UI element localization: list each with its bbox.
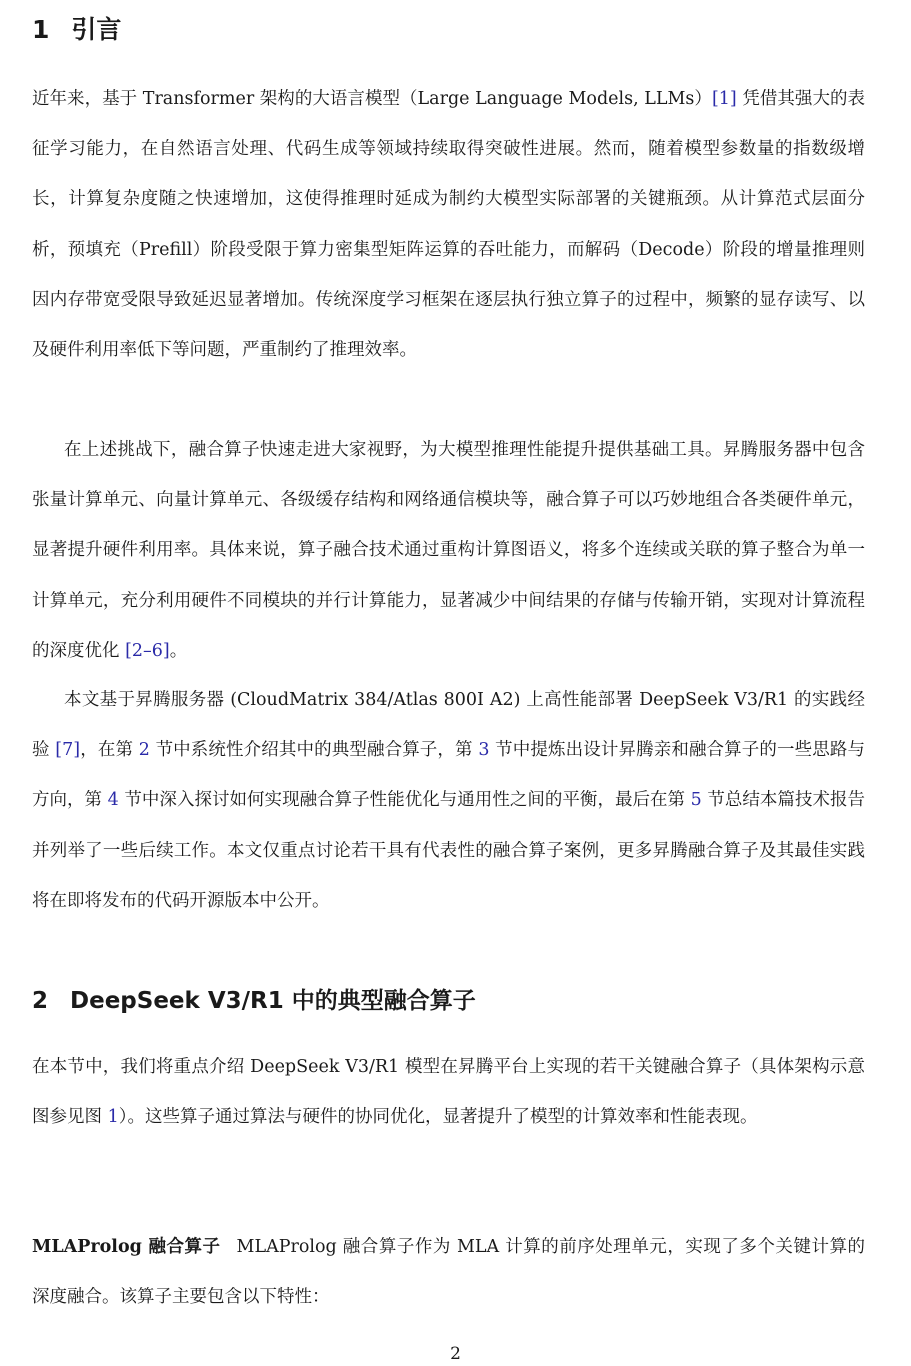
section-title: DeepSeek V3/R1 中的典型融合算子: [70, 988, 476, 1014]
section-heading-introduction: [32, 10, 121, 46]
figure-link[interactable]: 1: [107, 1107, 119, 1128]
section-heading-fused-operators: [32, 982, 476, 1015]
text-run: ，在第: [80, 740, 139, 761]
paragraph-mlaprolog: [32, 1222, 865, 1322]
text-run: 节总结本篇技术报告并列举了一些后续工作。本文仅重点讨论若干具有代表性的融合算子案例，更多昇腾融合算子及其最佳实践将在即将发布的代码开源版本中公开。: [32, 790, 866, 911]
text-run: 节中深入探讨如何实现融合算子性能优化与通用性之间的平衡，最后在第: [118, 790, 691, 811]
paragraph-introduction-3: [32, 675, 865, 926]
text-run: ）。这些算子通过算法与硬件的协同优化，显著提升了模型的计算效率和性能表现。: [118, 1107, 758, 1128]
text-run: 在上述挑战下，融合算子快速走进大家视野，为大模型推理性能提升提供基础工具。昇腾服务器中包含张量计算单元、向量计算单元、各级缓存结构和网络通信模块等，融合算子可以巧妙地组合各类硬件单元，显著提升硬件利用率。具体来说，算子融合技术通过重构计算图语义，将多个连续或关联的算子整合为单一计算单元，充分利用硬件不同模块的并行计算能力，显著减少中间结果的存储与传输开销，实现对计算流程的深度优化: [32, 440, 865, 661]
section-number: 2: [32, 988, 49, 1014]
text-run: 近年来，基于 Transformer 架构的大语言模型（Large Language Models, LLMs）: [32, 89, 712, 109]
text-run: 凭借其强大的表征学习能力，在自然语言处理、代码生成等领域持续取得突破性进展。然而，随着模型参数量的指数级增长，计算复杂度随之快速增加，这使得推理时延成为制约大模型实际部署的关键瓶颈。从计算范式层面分析，预填充（Prefill）阶段受限于算力密集型矩阵运算的吞吐能力，而解码（Decode）阶段的增量推理则因内存带宽受限导致延迟显著增加。传统深度学习框架在逐层执行独立算子的过程中，频繁的显存读写、以及硬件利用率低下等问题，严重制约了推理效率。: [32, 89, 866, 361]
text-run: 节中提炼出设计昇腾亲和融合算子的一些思路与方向，第: [32, 740, 865, 811]
section-title: 引言: [71, 15, 122, 44]
text-run: MLAProlog 融合算子作为 MLA 计算的前序处理单元，实现了多个关键计算的深度融合。该算子主要包含以下特性：: [32, 1237, 865, 1308]
citation-link[interactable]: [7]: [55, 740, 81, 761]
runin-heading: MLAProlog 融合算子: [32, 1237, 221, 1257]
section-link[interactable]: 4: [107, 790, 119, 811]
section-link[interactable]: 3: [478, 740, 490, 761]
text-run: 在本节中，我们将重点介绍 DeepSeek V3/R1 模型在昇腾平台上实现的若干关键融合算子（具体架构示意图参见图: [32, 1057, 865, 1128]
citation-link[interactable]: [1]: [711, 89, 737, 109]
section-link[interactable]: 5: [690, 790, 702, 811]
page-number: 2: [450, 1344, 461, 1364]
section-link[interactable]: 2: [138, 740, 150, 761]
paragraph-section2-intro: [32, 1042, 865, 1142]
text-run: 。: [169, 640, 188, 661]
section-number: 1: [32, 15, 50, 44]
paragraph-introduction-2: [32, 425, 865, 676]
text-run: 本文基于昇腾服务器 (CloudMatrix 384/Atlas 800I A2) 上高性能部署 DeepSeek V3/R1 的实践经验: [32, 690, 865, 761]
citation-link[interactable]: [2–6]: [125, 640, 170, 661]
text-run: 节中系统性介绍其中的典型融合算子，第: [149, 740, 479, 761]
paragraph-introduction-1: [32, 74, 865, 375]
